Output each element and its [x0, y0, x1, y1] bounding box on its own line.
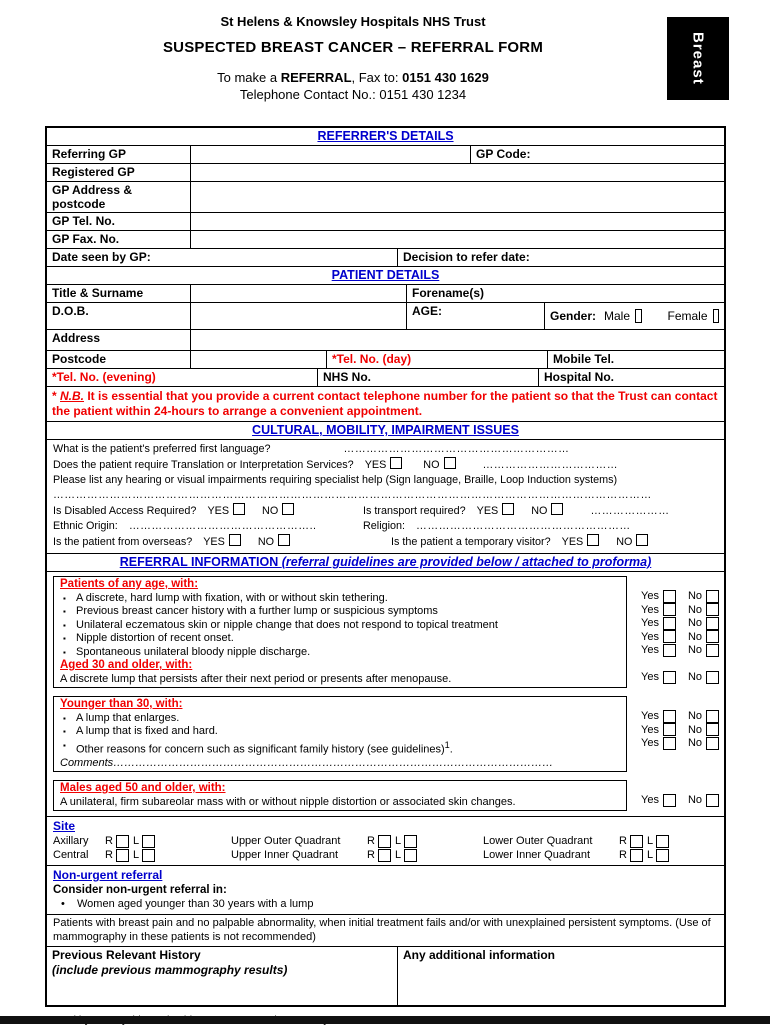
gp-address-label: GP Address & postcode	[52, 183, 133, 211]
site-lower-inner	[483, 848, 718, 862]
site-options-row-1	[53, 834, 718, 848]
form-page	[45, 14, 726, 1026]
gp-tel-row	[47, 213, 724, 231]
site-label: Upper Outer Quadrant	[231, 835, 341, 848]
criterion-no-checkbox[interactable]	[706, 590, 719, 603]
previous-history-sublabel: (include previous mammography results)	[52, 963, 288, 978]
criterion-yes-checkbox[interactable]	[663, 794, 676, 807]
criteria-heading: Aged 30 and older, with:	[60, 659, 193, 671]
form-title: SUSPECTED BREAST CANCER – REFERRAL FORM	[162, 39, 544, 56]
gender-cell	[544, 303, 724, 329]
criteria-group-younger-30	[53, 696, 718, 772]
site-options-row-2	[53, 848, 718, 862]
yes-no-row	[641, 723, 719, 737]
criteria-box-younger-30	[53, 696, 627, 772]
site-section	[47, 817, 724, 865]
disabled-access-yes-checkbox[interactable]	[233, 503, 245, 515]
impairments-question: Please list any hearing or visual impairments requiring specialist help (Sign language, Braille, Loop Induction systems)	[53, 474, 618, 486]
criterion: ▪ Previous breast cancer history with a further lump or suspicious symptoms	[60, 605, 620, 619]
referral-criteria-row	[47, 572, 724, 817]
criterion: A unilateral, firm subareolar mass with or without nipple distortion or associated skin changes.	[60, 795, 516, 808]
right-label: R	[367, 835, 375, 848]
overseas-no-checkbox[interactable]	[278, 534, 290, 546]
gp-tel-input[interactable]	[190, 213, 724, 230]
referring-gp-label: Referring GP	[52, 147, 127, 161]
criterion: ▪ Unilateral eczematous skin or nipple change that does not respond to topical treatment	[60, 619, 620, 633]
temporary-visitor-part	[391, 534, 648, 550]
breast-pain-note: Patients with breast pain and no palpable abnormality, when initial treatment fails and/or with unexplained persistent symptoms. (Use of mammography in these patients is not recommended)	[53, 917, 711, 943]
non-urgent-row	[47, 866, 724, 915]
yes-no-column	[627, 696, 719, 772]
non-urgent-title: Non-urgent referral	[53, 868, 163, 883]
ethnic-religion-line	[53, 519, 718, 534]
cultural-title: CULTURAL, MOBILITY, IMPAIRMENT ISSUES	[252, 423, 519, 437]
tel-evening-field[interactable]: *Tel. No. (evening)	[52, 370, 156, 384]
yes-label: Yes	[641, 710, 659, 723]
religion-part	[363, 519, 631, 534]
disabled-access-question: Is Disabled Access Required?	[53, 505, 197, 517]
no-label: No	[687, 603, 703, 616]
left-label: L	[132, 849, 140, 862]
yes-no-row	[641, 737, 719, 751]
page-bottom-edge	[0, 1016, 770, 1024]
criteria-heading: Younger than 30, with:	[60, 698, 183, 710]
criterion-no-checkbox[interactable]	[706, 710, 719, 723]
site-axillary-right-checkbox[interactable]	[116, 835, 129, 848]
overseas-part	[53, 534, 391, 550]
title-surname-label: Title & Surname	[52, 286, 144, 300]
postcode-label: Postcode	[52, 352, 107, 366]
right-label: R	[105, 849, 113, 862]
disabled-access-part	[53, 503, 363, 519]
yes-no-row	[641, 603, 719, 617]
footnote-marker: 1	[444, 739, 450, 750]
fax-line-mid: , Fax to:	[351, 70, 403, 85]
impairments-answer-line[interactable]: ……………………………………………………………………………………………………………………………………………	[53, 489, 652, 501]
yes-no-row	[641, 671, 719, 685]
non-urgent-bullet: • Women aged younger than 30 years with a lump	[53, 897, 718, 911]
spacer	[641, 657, 719, 671]
yes-no-row	[641, 710, 719, 724]
criteria-group-males-50	[53, 780, 718, 811]
age-field[interactable]: AGE:	[406, 303, 544, 329]
no-label: No	[687, 737, 703, 750]
religion-answer-line[interactable]: …………………………………………………	[416, 520, 631, 532]
left-label: L	[646, 849, 654, 862]
yes-label: Yes	[641, 794, 659, 807]
criterion: ▪ A discrete, hard lump with fixation, with or without skin tethering.	[60, 592, 620, 606]
date-seen-field[interactable]: Date seen by GP:	[52, 250, 151, 264]
dob-label: D.O.B.	[52, 304, 89, 318]
spacer	[641, 780, 719, 794]
no-label: NO	[616, 536, 633, 548]
criterion-text-end: .	[449, 743, 453, 756]
no-label: NO	[257, 536, 275, 548]
site-upper-inner-left-checkbox[interactable]	[404, 849, 417, 862]
breast-pain-note-row	[47, 915, 724, 947]
spacer	[641, 576, 719, 590]
criterion: ▪ A lump that is fixed and hard.	[60, 725, 620, 739]
site-upper-outer	[231, 834, 483, 848]
left-label: L	[394, 835, 402, 848]
gender-male-label: Male	[604, 309, 631, 323]
no-label: NO	[531, 505, 548, 517]
previous-history-label: Previous Relevant History	[52, 948, 201, 963]
translation-yes-checkbox[interactable]	[390, 457, 402, 469]
no-label: NO	[262, 505, 279, 517]
criterion	[60, 739, 620, 757]
right-label: R	[619, 835, 627, 848]
translation-answer-line[interactable]: ………………………………	[482, 459, 619, 471]
postcode-row	[47, 351, 724, 369]
nb-text: It is essential that you provide a current contact telephone number for the patient so that the Trust can contact the patient within 24-hours to arrange a convenient appointment.	[52, 389, 718, 418]
address-label: Address	[52, 331, 101, 345]
nb-row	[47, 387, 724, 422]
site-upper-inner-right-checkbox[interactable]	[378, 849, 391, 862]
temporary-visitor-question: Is the patient a temporary visitor?	[391, 536, 551, 548]
section-patient-details	[47, 267, 724, 285]
overseas-question: Is the patient from overseas?	[53, 536, 193, 548]
non-urgent-section	[47, 866, 724, 914]
site-central	[53, 848, 231, 862]
yes-label: Yes	[641, 630, 659, 643]
referring-gp-row	[47, 146, 724, 164]
ethnic-origin-answer-line[interactable]: …………………………………………..	[128, 520, 317, 532]
yes-label: Yes	[641, 644, 659, 657]
translation-no-checkbox[interactable]	[444, 457, 456, 469]
spacer	[641, 696, 719, 710]
site-axillary-left-checkbox[interactable]	[142, 835, 155, 848]
gender-female-checkbox[interactable]	[713, 309, 719, 323]
no-label: No	[687, 710, 703, 723]
transport-answer-line[interactable]: …………………	[590, 505, 670, 517]
referral-info-title-note: (referral guidelines are provided below / attached to proforma)	[281, 555, 652, 569]
transport-part	[363, 503, 670, 519]
yes-label: YES	[203, 536, 225, 548]
right-label: R	[619, 849, 627, 862]
yes-label: YES	[561, 536, 584, 548]
gp-fax-input[interactable]	[190, 231, 724, 248]
criteria-group-any-age	[53, 576, 718, 688]
site-lower-outer-left-checkbox[interactable]	[656, 835, 669, 848]
translation-services-question: Does the patient require Translation or Interpretation Services?	[53, 459, 354, 471]
yes-no-row	[641, 794, 719, 808]
address-row	[47, 330, 724, 351]
temporary-visitor-no-checkbox[interactable]	[636, 534, 648, 546]
yes-no-row	[641, 630, 719, 644]
gp-tel-label: GP Tel. No.	[52, 214, 115, 228]
criterion-no-checkbox[interactable]	[706, 617, 719, 630]
site-label: Lower Outer Quadrant	[483, 835, 593, 848]
criterion: ▪ Nipple distortion of recent onset.	[60, 632, 620, 646]
criterion-yes-checkbox[interactable]	[663, 603, 676, 616]
nb-star: *	[52, 389, 61, 403]
no-label: NO	[423, 459, 440, 471]
no-label: No	[687, 590, 703, 603]
yes-no-column	[627, 780, 719, 811]
gp-code-field[interactable]: GP Code:	[470, 146, 724, 163]
no-label: No	[687, 723, 703, 736]
site-title: Site	[53, 819, 76, 834]
criterion-yes-checkbox[interactable]	[663, 710, 676, 723]
no-label: No	[687, 630, 703, 643]
transport-no-checkbox[interactable]	[551, 503, 563, 515]
gender-label: Gender:	[550, 309, 597, 323]
section-cultural	[47, 422, 724, 440]
yes-label: Yes	[641, 617, 659, 630]
gp-fax-row	[47, 231, 724, 249]
yes-no-column	[627, 576, 719, 688]
yes-label: Yes	[641, 590, 659, 603]
impairments-answer-line-row	[53, 488, 718, 503]
gender-female-label: Female	[667, 309, 708, 323]
postcode-input[interactable]	[190, 351, 326, 368]
no-label: No	[687, 671, 703, 684]
registered-gp-label: Registered GP	[52, 165, 135, 179]
disabled-access-no-checkbox[interactable]	[282, 503, 294, 515]
yes-no-row	[641, 617, 719, 631]
yes-label: Yes	[641, 671, 659, 684]
no-label: No	[687, 644, 703, 657]
criterion-no-checkbox[interactable]	[706, 737, 719, 750]
additional-information-cell[interactable]: Any additional information	[397, 947, 724, 1005]
criteria-heading: Males aged 50 and older, with:	[60, 782, 226, 795]
tel-evening-row	[47, 369, 724, 387]
dob-row	[47, 303, 724, 330]
criteria-heading: Patients of any age, with:	[60, 578, 199, 590]
criterion-no-checkbox[interactable]	[706, 794, 719, 807]
referral-information-title	[47, 554, 724, 571]
criterion-yes-checkbox[interactable]	[663, 723, 676, 736]
registered-gp-input[interactable]	[190, 164, 724, 181]
fax-line-pre: To make a	[217, 70, 281, 85]
non-urgent-subtitle: Consider non-urgent referral in:	[53, 884, 227, 897]
criterion: ▪ A lump that enlarges.	[60, 712, 620, 726]
trust-name: St Helens & Knowsley Hospitals NHS Trust	[220, 14, 486, 29]
preferred-language-answer-line[interactable]: ……………………………………………………	[343, 443, 570, 455]
criteria-box-males-50	[53, 780, 627, 811]
left-label: L	[646, 835, 654, 848]
gp-address-input[interactable]	[190, 182, 724, 212]
left-label: L	[394, 849, 402, 862]
criterion-no-checkbox[interactable]	[706, 630, 719, 643]
site-axillary	[53, 834, 231, 848]
temporary-visitor-yes-checkbox[interactable]	[587, 534, 599, 546]
hospital-no-field[interactable]: Hospital No.	[538, 369, 724, 386]
criterion-yes-checkbox[interactable]	[663, 671, 676, 684]
criterion-yes-checkbox[interactable]	[663, 617, 676, 630]
section-referrers-details	[47, 128, 724, 146]
gp-fax-label: GP Fax. No.	[52, 232, 120, 246]
site-label: Lower Inner Quadrant	[483, 849, 591, 862]
access-transport-line	[53, 503, 718, 519]
referral-info-title-main: REFERRAL INFORMATION	[119, 555, 282, 569]
referrers-details-title: REFERRER'S DETAILS	[317, 129, 454, 143]
right-label: R	[105, 835, 113, 848]
right-label: R	[367, 849, 375, 862]
impairments-question-line	[53, 473, 718, 488]
patient-details-title: PATIENT DETAILS	[331, 268, 440, 282]
criterion-no-checkbox[interactable]	[706, 603, 719, 616]
criterion-no-checkbox[interactable]	[706, 671, 719, 684]
fax-number: 0151 430 1629	[402, 70, 489, 85]
cultural-row	[47, 440, 724, 554]
site-lower-outer-right-checkbox[interactable]	[630, 835, 643, 848]
criterion-text: Other reasons for concern such as significant family history (see guidelines)	[76, 743, 445, 756]
site-row	[47, 817, 724, 866]
site-central-right-checkbox[interactable]	[116, 849, 129, 862]
referral-form-table	[45, 126, 726, 1007]
no-label: No	[687, 617, 703, 630]
fax-line-referral: REFERRAL	[280, 70, 352, 85]
yes-label: Yes	[641, 723, 659, 736]
title-surname-input[interactable]	[190, 285, 406, 302]
fax-line	[45, 70, 661, 85]
criterion-yes-checkbox[interactable]	[663, 737, 676, 750]
nhs-no-field[interactable]: NHS No.	[317, 369, 538, 386]
criterion-yes-checkbox[interactable]	[663, 630, 676, 643]
site-label: Central	[53, 849, 89, 862]
form-header	[45, 14, 661, 102]
address-input[interactable]	[190, 330, 724, 350]
criterion: A discrete lump that persists after their next period or presents after menopause.	[60, 672, 452, 685]
phone-line: Telephone Contact No.: 0151 430 1234	[239, 87, 467, 102]
history-row	[47, 947, 724, 1005]
nb-label: N.B.	[60, 389, 85, 403]
criterion-no-checkbox[interactable]	[706, 644, 719, 657]
tel-day-field[interactable]: *Tel. No. (day)	[326, 351, 547, 368]
dates-row	[47, 249, 724, 267]
breast-tab-label: Breast	[689, 32, 707, 85]
criterion-no-checkbox[interactable]	[706, 723, 719, 736]
site-lower-outer	[483, 834, 718, 848]
yes-no-row	[641, 644, 719, 658]
yes-label: Yes	[641, 603, 659, 616]
previous-history-cell[interactable]	[47, 947, 397, 1005]
gp-address-row	[47, 182, 724, 213]
decision-date-field[interactable]: Decision to refer date:	[397, 249, 724, 266]
site-upper-outer-right-checkbox[interactable]	[378, 835, 391, 848]
criteria-box-any-age	[53, 576, 627, 688]
religion-label: Religion:	[363, 520, 406, 532]
criterion-yes-checkbox[interactable]	[663, 644, 676, 657]
no-label: No	[687, 794, 703, 807]
gender-male-checkbox[interactable]	[635, 309, 641, 323]
language-question-line	[53, 442, 718, 457]
site-label: Axillary	[53, 835, 89, 848]
criterion-yes-checkbox[interactable]	[663, 590, 676, 603]
referring-gp-input[interactable]	[190, 146, 470, 163]
cultural-questions	[47, 440, 724, 553]
nb-note	[47, 387, 724, 421]
mobile-tel-field[interactable]: Mobile Tel.	[547, 351, 724, 368]
section-referral-information	[47, 554, 724, 572]
surname-row	[47, 285, 724, 303]
site-lower-inner-left-checkbox[interactable]	[656, 849, 669, 862]
site-label: Upper Inner Quadrant	[231, 849, 339, 862]
yes-label: YES	[476, 505, 499, 517]
site-upper-inner	[231, 848, 483, 862]
dob-input[interactable]	[190, 303, 406, 329]
overseas-visitor-line	[53, 534, 718, 550]
breast-side-tab	[667, 17, 729, 100]
yes-label: YES	[364, 459, 387, 471]
translation-question-line	[53, 457, 718, 473]
site-central-left-checkbox[interactable]	[142, 849, 155, 862]
criterion: ▪ Spontaneous unilateral bloody nipple discharge.	[60, 646, 620, 660]
preferred-language-question: What is the patient's preferred first language?	[53, 443, 271, 455]
forenames-field[interactable]: Forename(s)	[406, 285, 724, 302]
site-lower-inner-right-checkbox[interactable]	[630, 849, 643, 862]
left-label: L	[132, 835, 140, 848]
registered-gp-row	[47, 164, 724, 182]
yes-label: Yes	[641, 737, 659, 750]
referral-criteria	[47, 572, 724, 816]
site-upper-outer-left-checkbox[interactable]	[404, 835, 417, 848]
ethnic-part	[53, 519, 363, 534]
yes-label: YES	[207, 505, 230, 517]
transport-yes-checkbox[interactable]	[502, 503, 514, 515]
comments-line[interactable]: Comments…………………………………………………………………………………………………………	[60, 756, 554, 769]
overseas-yes-checkbox[interactable]	[229, 534, 241, 546]
transport-question: Is transport required?	[363, 505, 466, 517]
yes-no-row	[641, 590, 719, 604]
ethnic-origin-label: Ethnic Origin:	[53, 520, 118, 532]
